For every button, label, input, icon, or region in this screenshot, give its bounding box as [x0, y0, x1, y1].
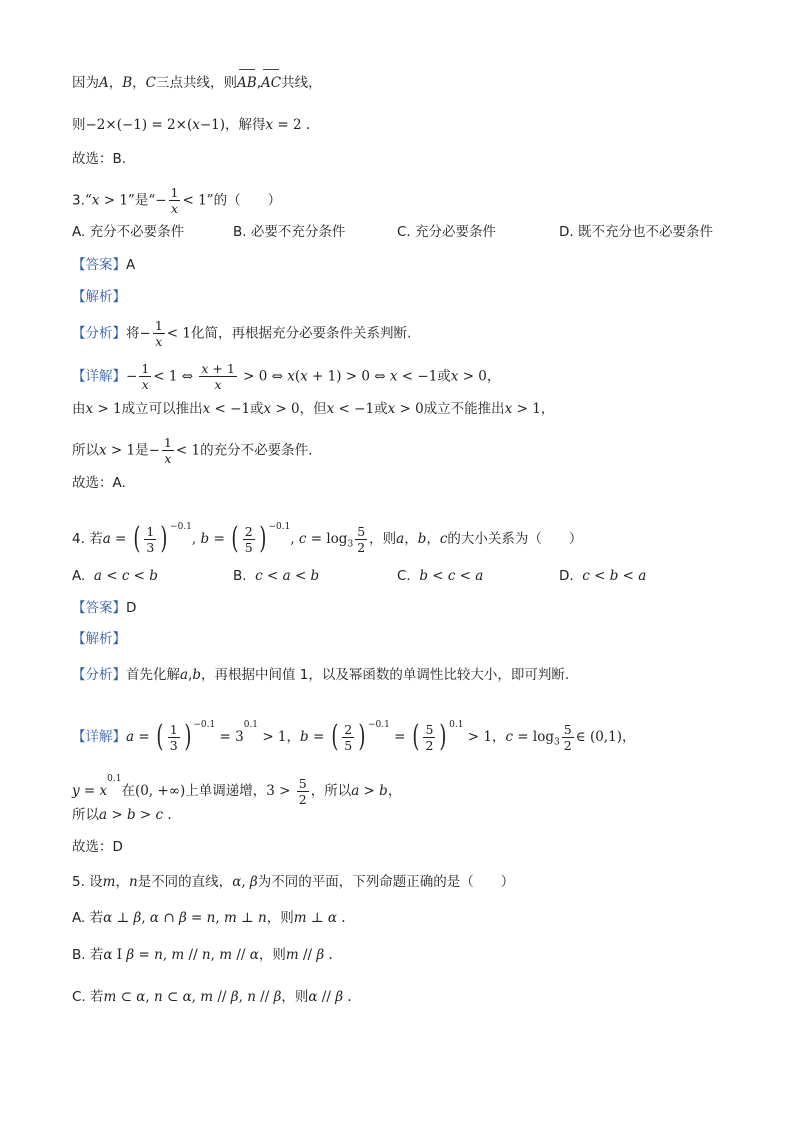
- analysis-heading: 【解析】: [72, 289, 126, 305]
- option-c[interactable]: C. b < c < a: [397, 568, 484, 584]
- analysis-heading: 【解析】: [72, 631, 126, 647]
- option-d[interactable]: D. c < b < a: [559, 568, 647, 584]
- option-b[interactable]: B. 若α I β = n, m // n, m // α，则m // β .: [72, 947, 333, 963]
- answer-line: 【答案】A: [72, 257, 136, 273]
- option-d[interactable]: D. 既不充分也不必要条件: [559, 224, 713, 240]
- text-line: 所以a > b > c .: [72, 807, 172, 823]
- text-line: 故选：A.: [72, 475, 126, 491]
- answer-line: 【答案】D: [72, 600, 137, 616]
- fenxi-line: 【分析】首先化解a,b，再根据中间值 1，以及幂函数的单调性比较大小，即可判断.: [72, 667, 570, 683]
- text-line: 因为A，B，C三点共线，则AB,AC共线，: [72, 72, 322, 94]
- detail-line: 【详解】− $\frac{1}{x}$ < 1 ⇔ $\frac{x + 1}{x}$ > 0 ⇔ x(x + 1) > 0 ⇔ x < −1或x > 0，: [72, 361, 501, 392]
- text-line: 故选：B.: [72, 151, 127, 167]
- option-c[interactable]: C. 充分必要条件: [397, 224, 497, 240]
- option-a[interactable]: A. 充分不必要条件: [72, 224, 185, 240]
- option-b[interactable]: B. c < a < b: [233, 568, 320, 584]
- option-b[interactable]: B. 必要不充分条件: [233, 224, 346, 240]
- text-line: 由x > 1成立可以推出x < −1或x > 0，但x < −1或x > 0成立不能推出x > 1，: [72, 401, 555, 417]
- text-line: 所以x > 1是− $\frac{1}{x}$ < 1的充分不必要条件.: [72, 435, 313, 466]
- detail-line: 【详解】a = ( $\frac{1}{3}$ ) $^{-0.1} = 3^{0.1} > 1$，b = ( $\frac{2}{5}$ ) $^{-0.1}$ = ( $\frac{5}{2}$ ) $^{0.1}$ > 1，$c = \log_3$ $\frac{5}{2}$ ∈ (0,1)，: [72, 719, 636, 754]
- option-c[interactable]: C. 若m ⊂ α, n ⊂ α, m // β, n // β，则α // β .: [72, 989, 352, 1005]
- question-3: 3.“x > 1”是“− $\frac{1}{x}$ < 1”的（ ）: [72, 185, 282, 216]
- fenxi-line: 【分析】将− $\frac{1}{x}$ < 1化简，再根据充分必要条件关系判断.: [72, 318, 412, 349]
- text-line: $y = x^{0.1}$在(0, +∞)上单调递增，3 > $\frac{5}{2}$ ，所以a > b，: [72, 774, 402, 807]
- text-line: 故选：D: [72, 839, 123, 855]
- text-line: 则−2×(−1) = 2×(x−1)，解得x = 2 .: [72, 117, 311, 133]
- question-5: 5. 设m，n是不同的直线，α, β为不同的平面，下列命题正确的是（ ）: [72, 874, 515, 890]
- option-a[interactable]: A. 若α ⊥ β, α ∩ β = n, m ⊥ n，则m ⊥ α .: [72, 910, 346, 926]
- option-a[interactable]: A. a < c < b: [72, 568, 158, 584]
- question-4: 4. 若a = ( $\frac{1}{3}$ ) $^{-0.1}$, b = ( $\frac{2}{5}$ ) $^{-0.1}$, $c = \log_3$ $\frac{5}{2}$ ，则a，b，c的大小关系为（ ）: [72, 521, 583, 556]
